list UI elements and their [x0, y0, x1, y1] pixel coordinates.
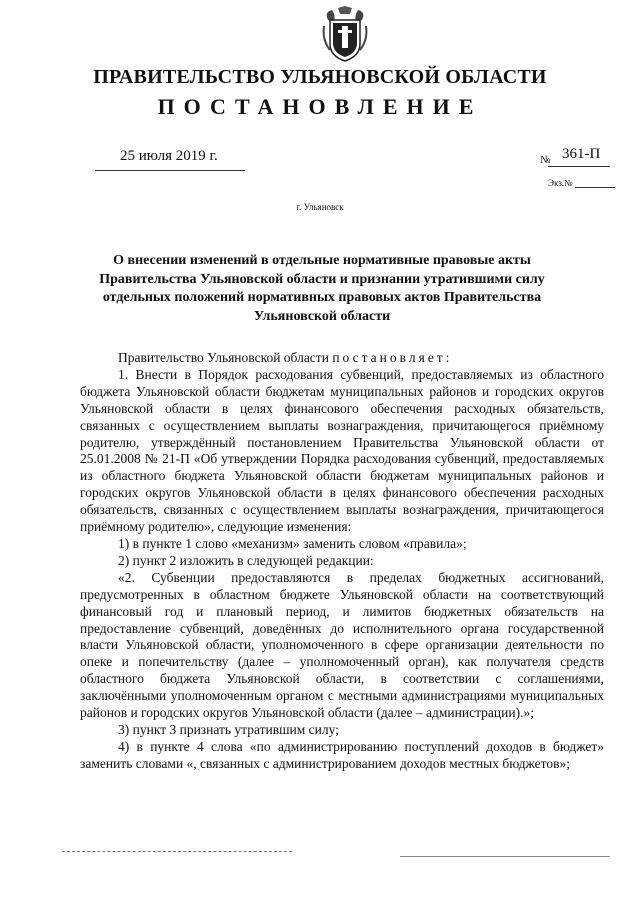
copy-number-blank [575, 187, 615, 188]
coat-of-arms-emblem [320, 6, 370, 62]
document-body [80, 350, 604, 773]
scan-artifact-line [62, 851, 292, 852]
document-date: 25 июля 2019 г. [120, 148, 218, 164]
organization-name: ПРАВИТЕЛЬСТВО УЛЬЯНОВСКОЙ ОБЛАСТИ [93, 66, 547, 88]
document-type: ПОСТАНОВЛЕНИЕ [157, 94, 483, 119]
copy-label: Экз.№ [548, 178, 573, 188]
document-title: О внесении изменений в отдельные нормативные правовые акты Правительства Ульяновской области и признании утратившими силу отдельных положений нормативных правовых актов Правительства Ульяновской области [99, 253, 545, 324]
scan-artifact-line [400, 856, 610, 857]
intro-paragraph [80, 350, 604, 367]
city: г. Ульяновск [296, 202, 344, 212]
number-sign: № [540, 154, 551, 166]
paragraph-3: 2) пункт 2 изложить в следующей редакции: [118, 552, 374, 568]
date-underline [95, 170, 245, 171]
intro-verb: постановляет: [332, 350, 453, 365]
document-number: 361-П [562, 146, 601, 162]
intro-lead: Правительство Ульяновской области [118, 350, 329, 365]
paragraph-2: 1) в пункте 1 слово «механизм» заменить словом «правила»; [118, 535, 467, 551]
copy-number [548, 178, 615, 188]
paragraph-6: 4) в пункте 4 слова «по администрированию поступлений доходов в бюджет» заменить словами «, связанных с администрированием доходов местных бюджетов»; [80, 738, 604, 771]
paragraph-5: 3) пункт 3 признать утратившим силу; [118, 721, 339, 737]
paragraph-1: 1. Внести в Порядок расходования субвенций, предоставляемых из областного бюджета Ульяновской области бюджетам муниципальных районов и городских округов Ульяновской области в целях финансового обеспечения расходных обязательств, связанных с осуществлением выплаты вознаграждения, причитающегося приёмному родителю, утверждённый постановлением Правительства Ульяновской области от 25.01.2008 № 21-П «Об утверждении Порядка расходования субвенций, предоставляемых из областного бюджета Ульяновской области бюджетам муниципальных районов и городских округов Ульяновской области в целях финансового обеспечения расходных обязательств, связанных с осуществлением выплаты вознаграждения, причитающегося приёмному родителю», следующие изменения: [80, 366, 604, 535]
paragraph-4: «2. Субвенции предоставляются в пределах бюджетных ассигнований, предусмотренных в областном бюджете Ульяновской области на соответствующий финансовый год и плановый период, и лимитов бюджетных обязательств на предоставление субвенций, доведённых до исполнительного органа государственной власти Ульяновской области, уполномоченного в сфере организации деятельности по опеке и попечительству (далее – уполномоченный орган), как получателя средств областного бюджета Ульяновской области, в соответствии с соглашениями, заключёнными уполномоченным органом с местными администрациями муниципальных районов и городских округов Ульяновской области (далее – администрации).»; [80, 569, 604, 721]
number-underline [548, 166, 610, 167]
